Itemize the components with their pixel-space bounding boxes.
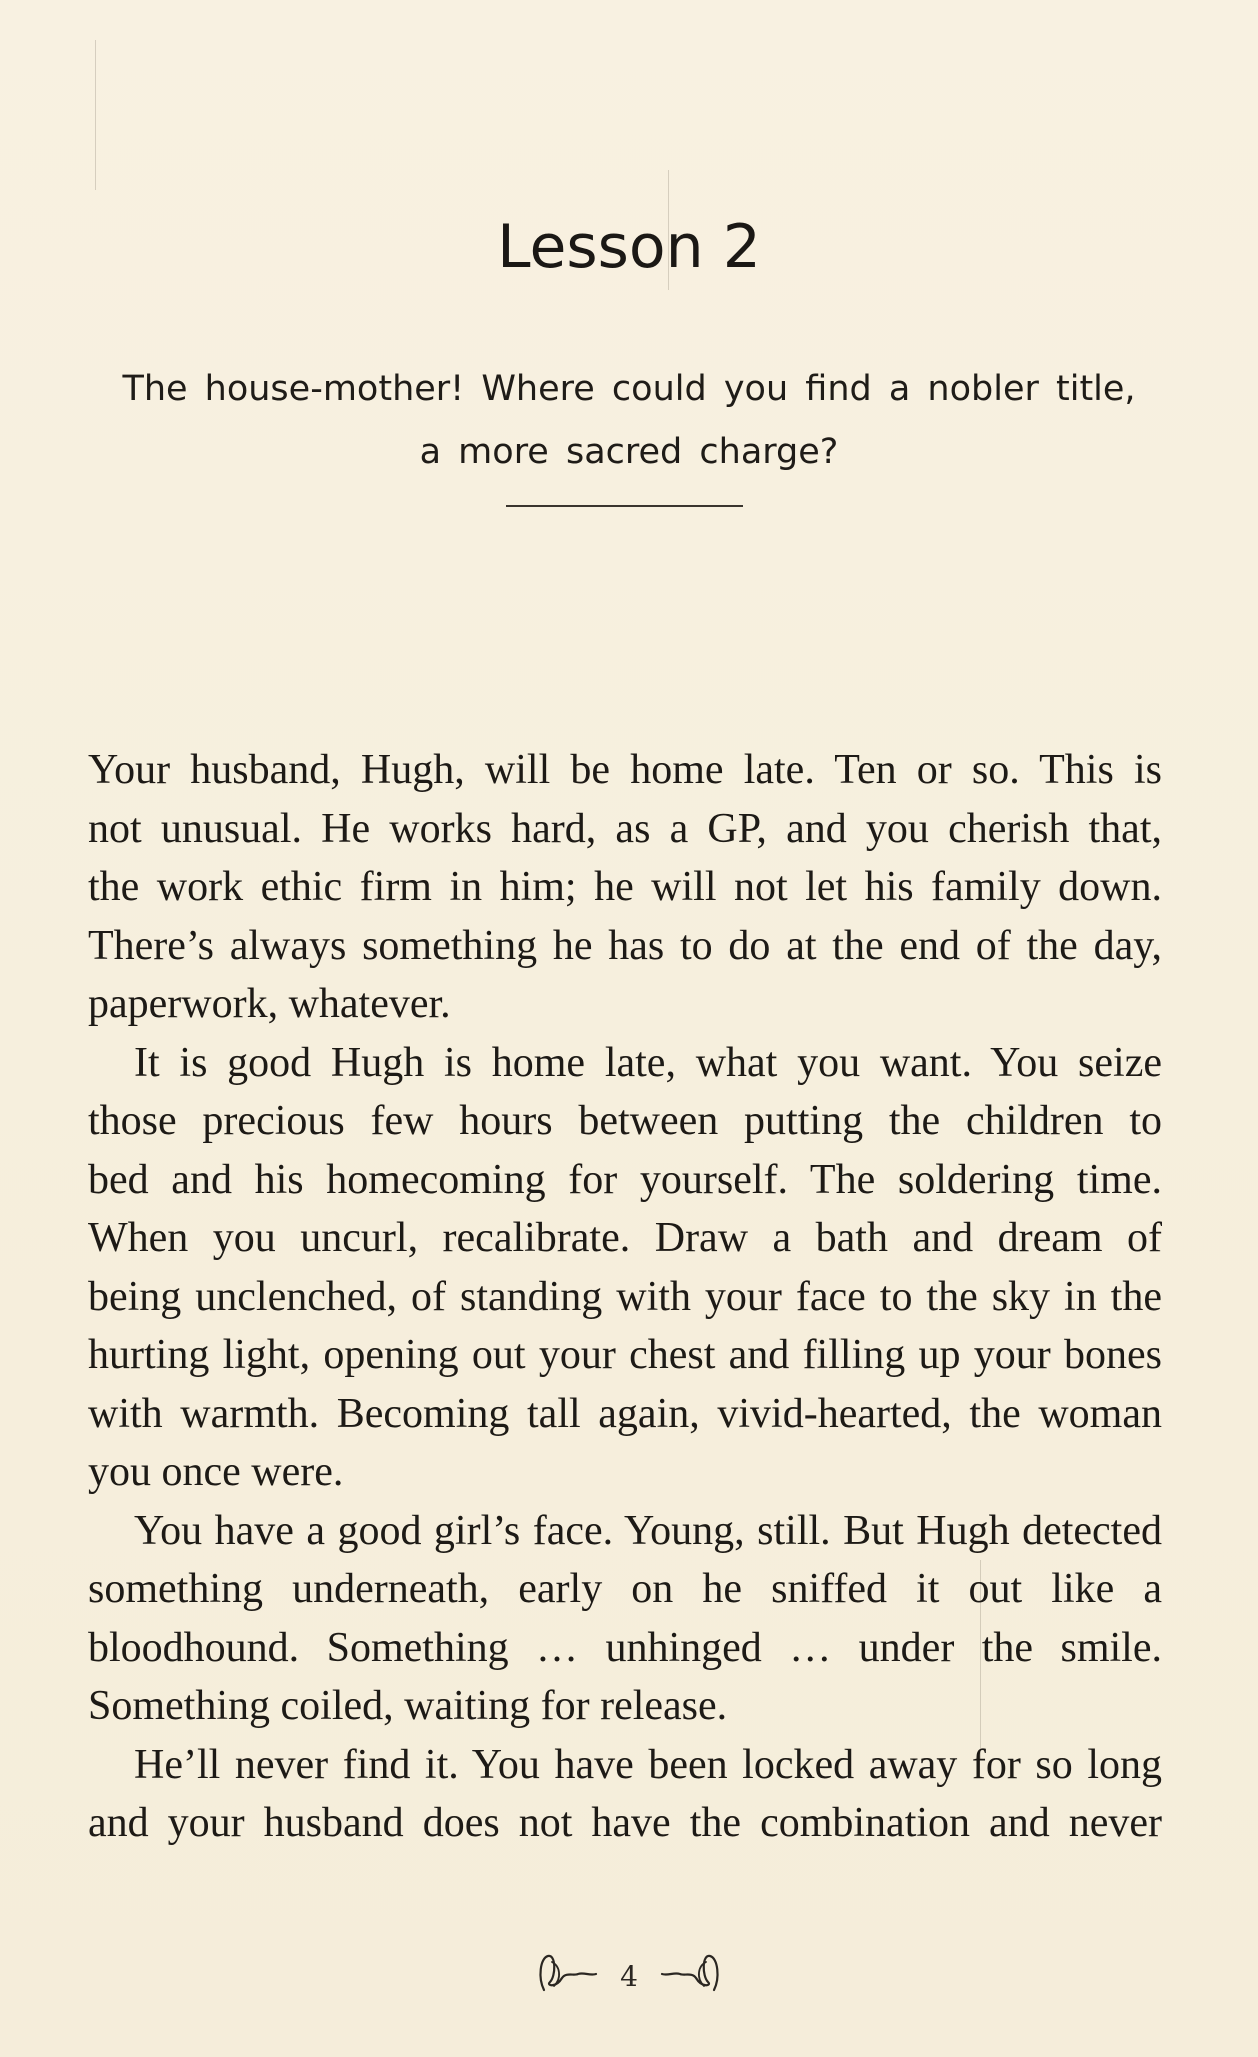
section-divider [506,505,743,507]
body-line: not unusual. He works hard, as a GP, and you cherish that, [88,805,1162,852]
body-text [88,741,1162,1853]
body-line: something underneath, early on he sniffed it out like a [88,1566,1162,1612]
body-line: those precious few hours between putting the children to [88,1098,1162,1144]
body-line: He’ll never find it. You have been locked away for so long [134,1741,1162,1788]
body-line: There’s always something he has to do at the end of the day, [88,922,1162,969]
page-folio [0,1948,1258,2005]
body-line: with warmth. Becoming tall again, vivid-hearted, the woman [88,1390,1162,1437]
paper-scratch [95,40,96,190]
ornament-left-icon [534,1948,604,2005]
epigraph-line: The house-mother! Where could you find a nobler title, [122,369,1136,409]
page-number: 4 [620,1960,638,1993]
body-line: It is good Hugh is home late, what you want. You seize [134,1039,1162,1086]
body-line: Something coiled, waiting for release. [88,1683,728,1729]
epigraph [120,358,1138,484]
body-line: bloodhound. Something … unhinged … under the smile. [88,1624,1162,1671]
body-line: being unclenched, of standing with your face to the sky in the [88,1273,1162,1320]
epigraph-line: a more sacred charge? [419,432,839,472]
body-line: you once were. [88,1449,344,1495]
chapter-title: Lesson 2 [497,212,761,282]
body-line: and your husband does not have the combination and never [88,1800,1162,1846]
ornament-right-icon [654,1948,724,2005]
body-line: bed and his homecoming for yourself. The soldering time. [88,1156,1162,1203]
body-line: When you uncurl, recalibrate. Draw a bath and dream of [88,1215,1162,1261]
body-line: You have a good girl’s face. Young, still. But Hugh detected [134,1507,1162,1554]
body-line: hurting light, opening out your chest and filling up your bones [88,1332,1162,1378]
body-line: the work ethic firm in him; he will not let his family down. [88,864,1162,910]
body-line: paperwork, whatever. [88,981,451,1027]
body-line: Your husband, Hugh, will be home late. Ten or so. This is [88,747,1162,793]
